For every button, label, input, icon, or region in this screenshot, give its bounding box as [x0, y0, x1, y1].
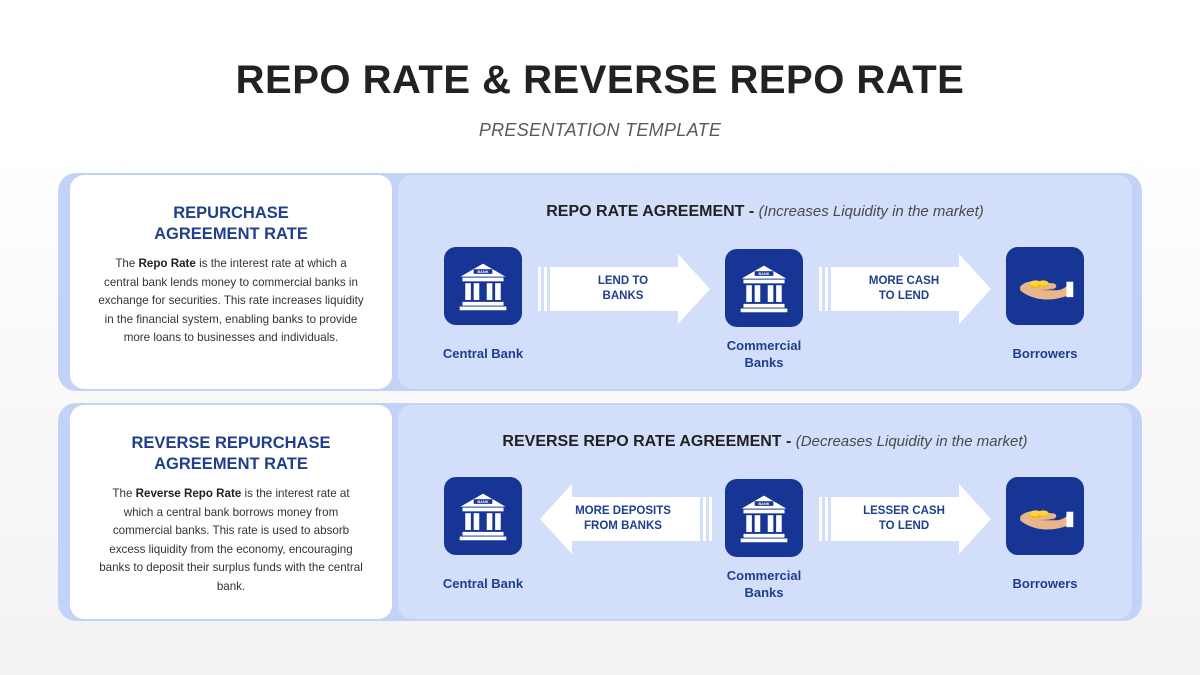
- reverse-repo-panel: [58, 403, 1142, 621]
- reverse-desc-rest: is the interest rate at which a central bank borrows money from commercial banks. This rate is used to absorb excess liquidity from the economy, encouraging banks to deposit their surplus funds with the central bank.: [99, 487, 363, 593]
- repo-card-heading: [70, 203, 392, 245]
- page-subtitle: PRESENTATION TEMPLATE: [478, 120, 722, 140]
- more-deposits-label: [553, 504, 693, 534]
- bank-building-icon: [736, 260, 792, 316]
- commercial-banks-icon-box: [725, 479, 803, 557]
- hand-coins-icon: [1015, 494, 1075, 538]
- central-bank-label: Central Bank: [442, 576, 524, 591]
- page-title: REPO RATE & REVERSE REPO RATE: [235, 58, 965, 102]
- repo-flow-area: [398, 175, 1132, 389]
- bank-building-icon: [736, 490, 792, 546]
- arrow1-line1: MORE DEPOSITS: [575, 505, 671, 517]
- central-bank-icon-box: [444, 247, 522, 325]
- repo-heading-line1: REPURCHASE: [173, 204, 289, 222]
- reverse-agreement-title: [398, 433, 1132, 451]
- repo-desc-rest: is the interest rate at which a central bank lends money to commercial banks in exchange for securities. This rate increases liquidity in the financial system, enabling banks to provide more loans to businesses and individuals.: [98, 257, 364, 345]
- arrow2-line2: TO LEND: [878, 290, 930, 302]
- lesser-cash-label: [834, 504, 974, 534]
- bank-building-icon: [455, 488, 511, 544]
- node2-line1: Commercial: [726, 338, 802, 353]
- repo-description-card: [70, 175, 392, 389]
- central-bank-icon-box: [444, 477, 522, 555]
- arrow1-line2: BANKS: [602, 290, 644, 302]
- repo-desc-bold: Repo Rate: [138, 257, 196, 270]
- borrowers-label: Borrowers: [1012, 576, 1078, 591]
- node2-line2: Banks: [744, 355, 784, 370]
- reverse-heading-line2: AGREEMENT RATE: [154, 455, 308, 473]
- bank-building-icon: [455, 258, 511, 314]
- arrow2-line2: TO LEND: [878, 520, 930, 532]
- borrowers-icon-box: [1006, 247, 1084, 325]
- repo-desc-prefix: The: [115, 257, 139, 270]
- arrow2-line1: MORE CASH: [868, 275, 940, 287]
- commercial-banks-label: [694, 337, 834, 371]
- repo-agreement-label: REPO RATE AGREEMENT -: [546, 203, 759, 220]
- reverse-description-text: [98, 485, 364, 597]
- commercial-banks-icon-box: [725, 249, 803, 327]
- reverse-agreement-label: REVERSE REPO RATE AGREEMENT -: [502, 433, 796, 450]
- repo-heading-line2: AGREEMENT RATE: [154, 225, 308, 243]
- repo-description-text: [98, 255, 364, 348]
- repo-agreement-note: (Increases Liquidity in the market): [758, 203, 984, 220]
- central-bank-label: Central Bank: [442, 346, 524, 361]
- node2-line2: Banks: [744, 585, 784, 600]
- reverse-flow-area: [398, 405, 1132, 619]
- repo-panel: [58, 173, 1142, 391]
- arrow1-line2: FROM BANKS: [584, 520, 662, 532]
- lend-to-banks-label: [553, 274, 693, 304]
- reverse-desc-prefix: The: [112, 487, 136, 500]
- borrowers-icon-box: [1006, 477, 1084, 555]
- reverse-agreement-note: (Decreases Liquidity in the market): [795, 433, 1028, 450]
- reverse-card-heading: [70, 433, 392, 475]
- arrow1-line1: LEND TO: [597, 275, 649, 287]
- reverse-heading-line1: REVERSE REPURCHASE: [131, 434, 331, 452]
- reverse-desc-bold: Reverse Repo Rate: [135, 487, 242, 500]
- arrow2-line1: LESSER CASH: [863, 505, 945, 517]
- commercial-banks-label: [694, 567, 834, 601]
- node2-line1: Commercial: [726, 568, 802, 583]
- borrowers-label: Borrowers: [1012, 346, 1078, 361]
- hand-coins-icon: [1015, 264, 1075, 308]
- more-cash-label: [834, 274, 974, 304]
- repo-agreement-title: [398, 203, 1132, 221]
- reverse-description-card: [70, 405, 392, 619]
